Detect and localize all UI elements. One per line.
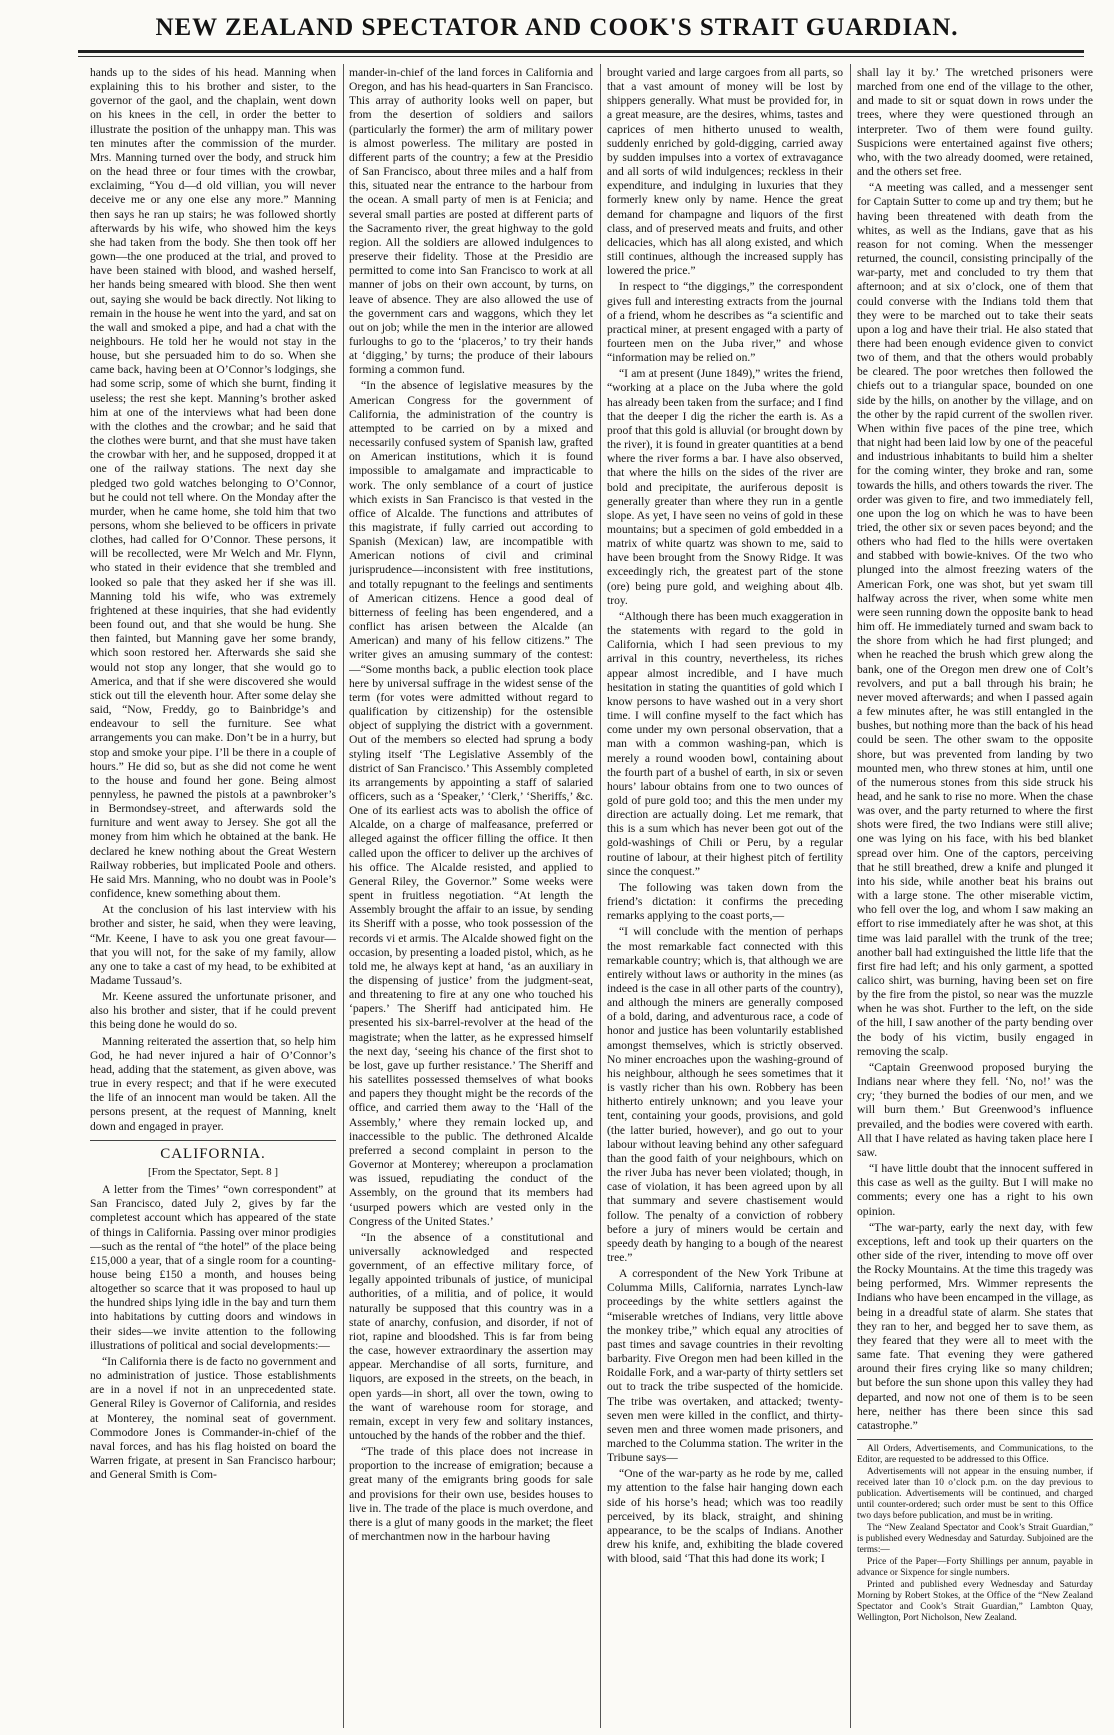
section-heading: CALIFORNIA. — [90, 1140, 336, 1161]
article-paragraph: brought varied and large cargoes from all parts, so that a vast amount of money will be lost by shippers generally. What must be provided for, in a great measure, are the desires, whims, tastes and caprices of men hitherto unused to wealth, suddenly enriched by gold-digging, carried away by sudden impulses into a vortex of extravagance and all sorts of wild indulgences; reckless in their expenditure, and indulging in luxuries that they formerly knew only by name. Hence the great demand for champagne and liquors of the first class, and of preserved meats and fruits, and other delicacies, which has all along existed, and which still continues, although the increased supply has lowered the price.” — [607, 66, 843, 278]
notice-line: Advertisements will not appear in the ensuing number, if received later than 10 o’clock p.m. on the day previous to publication. Advertisements will be continued, and charged until counter-ordered; such order must be sent to this Office two days before publication, and must be in writing. — [857, 1467, 1093, 1521]
article-paragraph: “A meeting was called, and a messenger sent for Captain Sutter to come up and try them; but he having been threatened with death from the whites, as well as the Indians, gave that as his reason for not coming. When the messenger returned, the council, consisting principally of the war-party, met and concluded to try them that afternoon; and at six o’clock, one of them that could converse with the Indians told them that they were to be marched out to take their seats upon a log and have their trial. He also stated that there had been enough evidence given to convict two of them, and that the others would probably be cleared. The poor wretches then followed the chiefs out to a triangular space, bounded on one side by the hills, on another by the village, and on the other by the rapid current of the swollen river. When within five paces of the pine tree, which that night had been laid low by one of the peaceful and industrious inhabitants to build him a shelter for the coming winter, they broke and ran, some towards the hills, and others towards the river. The order was given to fire, and two immediately fell, one upon the log on which he was to have been tried, the other six or seven paces beyond; and the others who had fled to the hills were overtaken and stabbed with bowie-knives. Of the two who plunged into the almost freezing waters of the American Fork, one was shot, but yet swam till halfway across the river, when some white men were seen running down the opposite bank to head him off. He immediately turned and swam back to the shore from which he had first plunged; and when he reached the brush which grew along the bank, one of the Oregon men drew one of Colt’s revolvers, and put a ball through his brain; he never moved afterwards; and when I passed again a few minutes after, he was still entangled in the bushes, but nothing more than the back of his head could be seen. The other swam to the opposite shore, but was prevented from landing by two mounted men, who threw stones at him, until one of the numerous stones from this side struck his head, and he sank to rise no more. When the chase was over, and the party returned to where the first shots were fired, the two Indians were still alive; one was lying on his face, with his bed blanket spread over him. One of the captors, perceiving that he still breathed, drew a knife and plunged it into his side, while another beat his brains out with a large stone. The other miserable victim, who fell over the log, and whom I saw making an effort to rise immediately after he was shot, at this time was laid parallel with the trunk of the tree; another ball had extinguished the little life that the first fire had left; and his only garment, a spotted calico shirt, was burning, having been set on fire by the fire from the pistol, so near was the muzzle when he was shot. Further to the left, on the side of the hill, I saw another of the party bending over the body of his victim, busily engaged in removing the scalp. — [857, 181, 1093, 1058]
notice-line: All Orders, Advertisements, and Communications, to the Editor, are requested to be addressed to this Office. — [857, 1444, 1093, 1465]
article-paragraph: hands up to the sides of his head. Manning when explaining this to his brother and sister, to the governor of the gaol, and the chaplain, went down on his knees in the cell, in order the better to illustrate the position of the unhappy man. This was ten minutes after the commission of the murder. Mrs. Manning turned over the body, and struck him on the head three or four times with the crowbar, exclaiming, “You d—d old villian, you will never deceive me or any one else any more.” Manning then says he ran up stairs; he was followed shortly afterwards by his wife, who showed him the keys she had taken from the body. She then took off her gown—the one produced at the trial, and proved to have been stained with blood, and washed herself, her hands being smeared with blood. She then went out, saying she would be back directly. Not liking to remain in the house he went into the yard, and sat on the wall and smoked a pipe, and had a chat with the neighbours. He told her he would not stay in the house, but she persuaded him to do so. When she came back, having been at O’Connor’s lodgings, she had some scrip, some of which she burnt, finding it useless; the rest she kept. Manning’s brother asked him at one of the interviews what had been done with the clothes and the crowbar; and he said that the clothes were burnt, and that she must have taken the crowbar with her, and he supposed, dropped it at one of the railway stations. The next day she pledged two gold watches belonging to O’Connor, but he could not tell where. On the Monday after the murder, when he came home, she told him that two persons, whom she believed to be officers in private clothes, had called for O’Connor. These persons, it will be recollected, were Mr Welch and Mr. Flynn, who stated in their evidence that she trembled and looked so pale that they asked her if she was ill. Manning told his wife, who was extremely frightened at these inquiries, that she had evidently been found out, and that she would be hung. She then fainted, but Manning gave her some brandy, which soon restored her. Afterwards she said she would not stop any longer, that she would go to America, and that if she were discovered she would stick out till the eleventh hour. After some delay she said, “Now, Freddy, go to Bainbridge’s and endeavour to sell the furniture. See what arrangements you can make. Don’t be in a hurry, but stop and smoke your pipe. I’ll be there in a couple of hours.” He did so, but as she did not come he went to the house and found her gone. Being almost pennyless, he pawned the pistols at a pawnbroker’s in Bermondsey-street, and afterwards sold the furniture and went away to Jersey. She got all the money from him which he obtained at the bank. He declared he knew nothing about the Great Western Railway robberies, but implicated Poole and others. He said Mrs. Manning, who no doubt was in Poole’s confidence, knew something about them. — [90, 66, 336, 901]
article-paragraph: A correspondent of the New York Tribune at Columma Mills, California, narrates Lynch-law proceedings by the white settlers against the “miserable wretches of Indians, very little above the monkey tribe,” which equal any atrocities of past times and savage countries in their revolting barbarity. Five Oregon men had been killed in the Roidalle Fork, and a war-party of thirty settlers set out to track the tribe suspected of the homicide. The tribe was overtaken, and attacked; twenty-seven men were killed in the conflict, and thirty-seven men and three women made prisoners, and marched to the Columma station. The writer in the Tribune says— — [607, 1267, 843, 1465]
column-separator — [343, 64, 344, 1728]
article-paragraph: Manning reiterated the assertion that, so help him God, he had never injured a hair of O’Connor’s head, adding that the statement, as given above, was true in every respect; and that if he were executed the life of an innocent man would be taken. All the persons present, at the request of Manning, knelt down and engaged in prayer. — [90, 1034, 336, 1133]
article-paragraph: “Although there has been much exaggeration in the statements with regard to the gold in California, which I had seen previous to my arrival in this country, nevertheless, its riches appear almost incredible, and I have much hesitation in stating the quantities of gold which I know persons to have washed out in a very short time. I will confine myself to the fact which has come under my own personal observation, that a man with a common washing-pan, which is merely a round wooden bowl, containing about the fourth part of a bushel of earth, in six or seven hours’ labour obtains from one to two ounces of gold of pure gold too; and this the men under my direction are actually doing. Let me remark, that this is a sum which has never been got out of the gold-washings of Chili or Peru, by a regular routine of labour, at their highest pitch of fertility since the conquest.” — [607, 609, 843, 878]
article-paragraph: “I will conclude with the mention of perhaps the most remarkable fact connected with this remarkable country; which is, that although we are entirely without laws or authority in the mines (as indeed is the case in all other parts of the country), and although the miners are generally composed of a bold, daring, and adventurous race, a code of honor and justice has been voluntarily established amongst themselves, which is strictly observed. No miner encroaches upon the washing-ground of his neighbour, although he sees sometimes that it is vastly richer than his own. Robbery has been hitherto entirely unknown; and you leave your tent, containing your goods, provisions, and gold (the latter buried, however), and go out to your labour without leaving behind any other safeguard than the good faith of your neighbours, which on the river Juba has never been violated; though, in case of violation, it has been agreed upon by all that summary and severe chastisement would follow. The penalty of a conviction of robbery before a jury of miners would be certain and speedy death by hanging to a bough of the nearest tree.” — [607, 925, 843, 1264]
notice-line: The “New Zealand Spectator and Cook’s Strait Guardian,” is published every Wednesday and Saturday. Subjoined are the terms:— — [857, 1523, 1093, 1555]
notice-line: Price of the Paper—Forty Shillings per annum, payable in advance or Sixpence for single numbers. — [857, 1557, 1093, 1578]
article-paragraph: In respect to “the diggings,” the correspondent gives full and interesting extracts from the journal of a friend, whom he describes as “a scientific and practical miner, at present engaged with a party of fourteen men on the Juba river,” and whose “information may be relied on.” — [607, 280, 843, 365]
article-paragraph: “In the absence of legislative measures by the American Congress for the government of California, the administration of the country is attempted to be carried on by a mixed and necessarily confused system of Spanish law, grafted on American institutions, which it is found impossible to amalgamate and impracticable to work. The only semblance of a court of justice which exists in San Francisco is that vested in the office of Alcalde. The functions and attributes of this magistrate, if fully carried out according to Spanish (Mexican) law, are incompatible with American notions of civil and criminal jurisprudence—inconsistent with free institutions, and totally repugnant to the feelings and sentiments of American citizens. Hence a good deal of bitterness of feeling has been engendered, and a conflict has arisen between the Alcalde (an American) and many of his fellow citizens.” The writer gives an amusing summary of the contest:—“Some months back, a public election took place here by universal suffrage in the widest sense of the term (for votes were admitted without regard to qualification by citizenship) for the ostensible object of supplying the district with a government. Out of the members so elected had sprung a body styling itself ‘The Legislative Assembly of the district of San Francisco.’ This Assembly completed its arrangements by appointing a staff of salaried officers, such as a ‘Speaker,’ ‘Clerk,’ ‘Sheriffs,’ &c. One of its earliest acts was to abolish the office of Alcalde, on a charge of malfeasance, preferred or alleged against the officer filling the office. It then called upon the officer to deliver up the archives of his office. The Alcalde resisted, and applied to General Riley, the Governor.” Some weeks were spent in fruitless negotiation. “At length the Assembly brought the affair to an issue, by sending its Sheriff with a posse, who took possession of the records vi et armis. The Alcalde showed fight on the occasion, by presenting a loaded pistol, which, as he told me, he always kept at hand, ‘as an auxiliary in the dispensing of justice’ from the judgment-seat, and threatening to fire at any one who touched his ‘papers.’ The Sheriff had anticipated him. He presented his six-barrel-revolver at the head of the magistrate; when the latter, as he expressed himself the next day, ‘seeing his chance of the first shot to be lost, gave up further resistance.’ The Sheriff and his satellites possessed themselves of what books and papers they thought might be the records of the office, and carried them away to the ‘Hall of the Assembly,’ where they remain locked up, and inaccessible to the public. The dethroned Alcalde preferred a second complaint in person to the Governor at Monterey; whereupon a proclamation was issued, repudiating the conduct of the Assembly, on the ground that its members had ‘usurped powers which are vested only in the Congress of the United States.’ — [349, 379, 593, 1228]
notice-line: Printed and published every Wednesday and Saturday Morning by Robert Stokes, at the Office of the “New Zealand Spectator and Cook’s Strait Guardian,” Lambton Quay, Wellington, Port Nicholson, New Zealand. — [857, 1580, 1093, 1623]
article-paragraph: At the conclusion of his last interview with his brother and sister, he said, when they were leaving, “Mr. Keene, I have to ask you one great favour—that you will not, for the sake of my family, allow any one to take a cast of my head, to be exhibited at Madame Tussaud’s. — [90, 903, 336, 987]
masthead-rule — [78, 50, 1084, 53]
article-paragraph: “In California there is de facto no government and no administration of justice. Those establishments are in a novel if not in an unprecedented state. General Riley is Governor of California, and resides at Monterey, the nominal seat of government. Commodore Jones is Commander-in-chief of the naval forces, and has his flag hoisted on board the Warren frigate, at present in San Francisco harbour; and General Smith is Com- — [90, 1354, 336, 1482]
article-paragraph: “One of the war-party as he rode by me, called my attention to the false hair hanging down each side of his horse’s head; which was too readily perceived, by its black, straight, and shining appearance, to be the scalps of Indians. Another drew his knife, and, exhibiting the blade covered with blood, said ‘That this had done its work; I — [607, 1467, 843, 1566]
publication-notice — [857, 1439, 1093, 1624]
article-paragraph: “I have little doubt that the innocent suffered in this case as well as the guilty. But I will make no comments; every one has a right to his own opinion. — [857, 1162, 1093, 1218]
source-line: [From the Spectator, Sept. 8 ] — [147, 1165, 278, 1178]
column-4 — [857, 66, 1093, 1726]
article-paragraph: “The war-party, early the next day, with few exceptions, left and took up their quarters on the other side of the river, intending to move off over the Rocky Mountains. At the time this tragedy was being performed, Mrs. Wimmer represents the Indians who have been encamped in the village, as being in a dreadful state of alarm. She states that they ran to her, and begged her to save them, as they feared that they were all to meet with the same fate. That evening they were gathered around their fires crying like so many children; but before the sun shone upon this valley they had departed, and now not one of them is to be seen here, neither has there been since this sad catastrophe.” — [857, 1220, 1093, 1432]
article-paragraph: Mr. Keene assured the unfortunate prisoner, and also his brother and sister, that if he could prevent this being done he would do so. — [90, 990, 336, 1032]
article-paragraph: “I am at present (June 1849),” writes the friend, “working at a place on the Juba where the gold has already been taken from the surface; and I find that the deeper I dig the richer the earth is. As a proof that this gold is alluvial (or brought down by the river), it is found in greater quantities at a bend where the river forms a bar. I have also observed, that where the hills on the sides of the river are bold and precipitate, the auriferous deposit is generally greater than where they run in a gentle slope. As yet, I have seen no veins of gold in these mountains; but a specimen of gold embedded in a matrix of white quartz was shown to me, said to have been brought from the Snowy Ridge. It was exceedingly rich, the greatest part of the stone (ore) being pure gold, and weighing about 4lb. troy. — [607, 367, 843, 607]
column-separator — [600, 64, 601, 1728]
column-2 — [349, 66, 593, 1726]
column-1 — [90, 66, 336, 1726]
article-paragraph: “Captain Greenwood proposed burying the Indians near where they fell. ‘No, no!’ was the cry; ‘they burned the bodies of our men, and we will burn them.’ But Greenwood’s influence prevailed, and the bodies were covered with earth. All that I have related as having taken place here I saw. — [857, 1060, 1093, 1159]
article-paragraph: mander-in-chief of the land forces in California and Oregon, and has his head-quarters in San Francisco. This array of authority looks well on paper, but from the desertion of soldiers and sailors (particularly the former) the arm of military power is almost powerless. The military are posted in different parts of the country; a few at the Presidio of San Francisco, about three miles and a half from this, situated near the entrance to the harbour from the ocean. A small party of men is at Fenicia; and several small parties are posted at different parts of the Sacramento river, the great highway to the gold region. All the soldiers are allowed indulgences to preserve their fidelity. Those at the Presidio are permitted to come into San Francisco to work at all manner of jobs on their own account, by turns, on leave of absence. They are also allowed the use of the government cars and waggons, which they let out on job; while the men in the interior are allowed furloughs to go to the ‘placeros,’ to try their hands at ‘digging,’ by turns; the produce of their labours forming a common fund. — [349, 66, 593, 377]
masthead: NEW ZEALAND SPECTATOR AND COOK'S STRAIT GUARDIAN. — [155, 14, 959, 41]
masthead-rule-thin — [78, 56, 1084, 57]
article-paragraph: “The trade of this place does not increase in proportion to the increase of emigration; because a great many of the emigrants bring goods for sale and provisions for their own use, besides houses to live in. The trade of the place is much overdone, and there is a glut of many goods in the market; the fleet of merchantmen now in the harbour having — [349, 1445, 593, 1544]
article-paragraph: A letter from the Times’ “own correspondent” at San Francisco, dated July 2, gives by far the completest account which has appeared of the state of things in California. Passing over minor prodigies—such as the rental of “the hotel” of the place being £15,000 a year, that of a single room for a counting-house being £150 a month, and houses being altogether so scarce that it was proposed to haul up the hundred ships lying idle in the bay and turn them into habitations by cutting doors and windows in their sides—we invite attention to the following illustrations of political and social developments:— — [90, 1183, 336, 1352]
column-3 — [607, 66, 843, 1726]
article-paragraph: “In the absence of a constitutional and universally acknowledged and respected government, of an effective military force, of legally appointed tribunals of justice, of municipal authorities, of a militia, and of police, it would naturally be supposed that this country was in a state of anarchy, confusion, and disorder, if not of riot, rapine and bloodshed. This is far from being the case, however extraordinary the assertion may appear. Merchandise of all sorts, furniture, and liquors, are exposed in the streets, on the beach, in open yards—in short, all over the town, owing to the want of warehouse room for storage, and remain, except in very few and solitary instances, untouched by the hands of the robber and the thief. — [349, 1230, 593, 1442]
column-separator — [850, 64, 851, 1728]
article-paragraph: shall lay it by.’ The wretched prisoners were marched from one end of the village to the other, and made to sit or squat down in rows under the trees, where they were questioned through an interpreter. Two of them were found guilty. Suspicions were entertained against five others; who, with the two already doomed, were retained, and the others set free. — [857, 66, 1093, 179]
article-paragraph: The following was taken down from the friend’s dictation: it confirms the preceding remarks applying to the coast ports,— — [607, 880, 843, 923]
